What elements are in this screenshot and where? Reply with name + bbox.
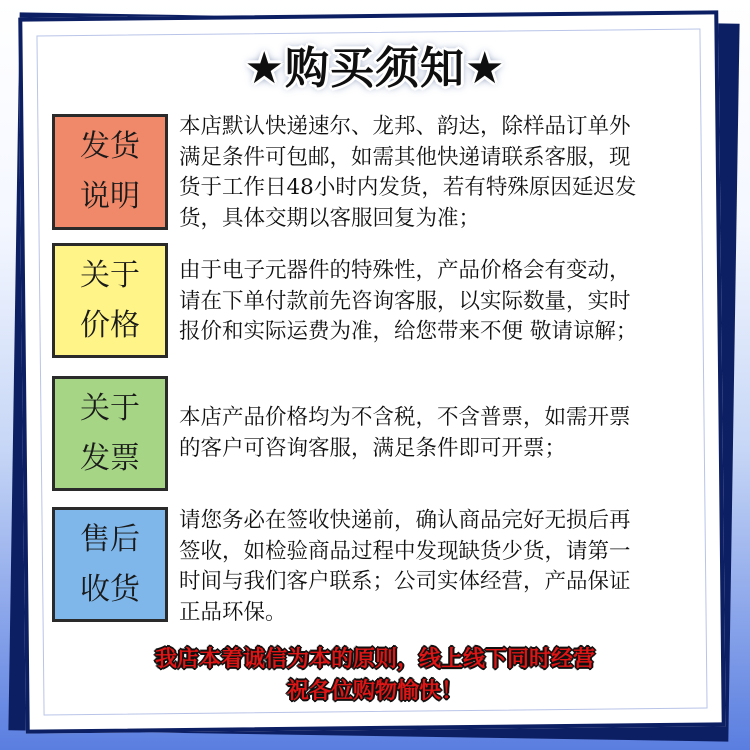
footer-line2: 祝各位购物愉快！ xyxy=(286,679,463,704)
invoice-label-box xyxy=(52,376,168,491)
price-label-box xyxy=(52,243,168,358)
invoice-description: 本店产品价格均为不含税，不含普票，如需开票 的客户可咨询客服，满足条件即可开票； xyxy=(179,405,631,461)
shipping-description: 本店默认快递速尔、龙邦、韵达，除样品订单外 满足条件可包邮，如需其他快递请联系客服，现 货于工作日48小时内发货，若有特殊原因延迟发 货，具体交期以客服回复为准； xyxy=(179,114,637,231)
page-title: ★购买须知★ xyxy=(244,43,506,94)
aftersale-label-box xyxy=(52,507,168,622)
shipping-label-line1: 发货 xyxy=(80,129,140,164)
footer-line1: 我店本着诚信为本的原则，线上线下同时经营 xyxy=(154,647,595,672)
price-description: 由于电子元器件的特殊性，产品价格会有变动， 请在下单付款前先咨询客服，以实际数量，实时 报价和实际运费为准，给您带来不便 敬请谅解； xyxy=(179,258,638,344)
aftersale-label-line2: 收货 xyxy=(80,571,140,607)
aftersale-description: 请您务必在签收快递前，确认商品完好无损后再 签收，如检验商品过程中发现缺货少货，请第一 时间与我们客户联系；公司实体经营，产品保证 正品环保。 xyxy=(179,508,631,625)
shipping-label-line2: 说明 xyxy=(80,179,140,214)
price-label-line2: 价格 xyxy=(80,307,140,343)
shipping-label-box xyxy=(52,114,168,230)
invoice-label-line1: 关于 xyxy=(80,390,140,426)
invoice-label-line2: 发票 xyxy=(80,440,140,476)
price-label-line1: 关于 xyxy=(80,257,140,293)
aftersale-label-line1: 售后 xyxy=(80,521,140,557)
